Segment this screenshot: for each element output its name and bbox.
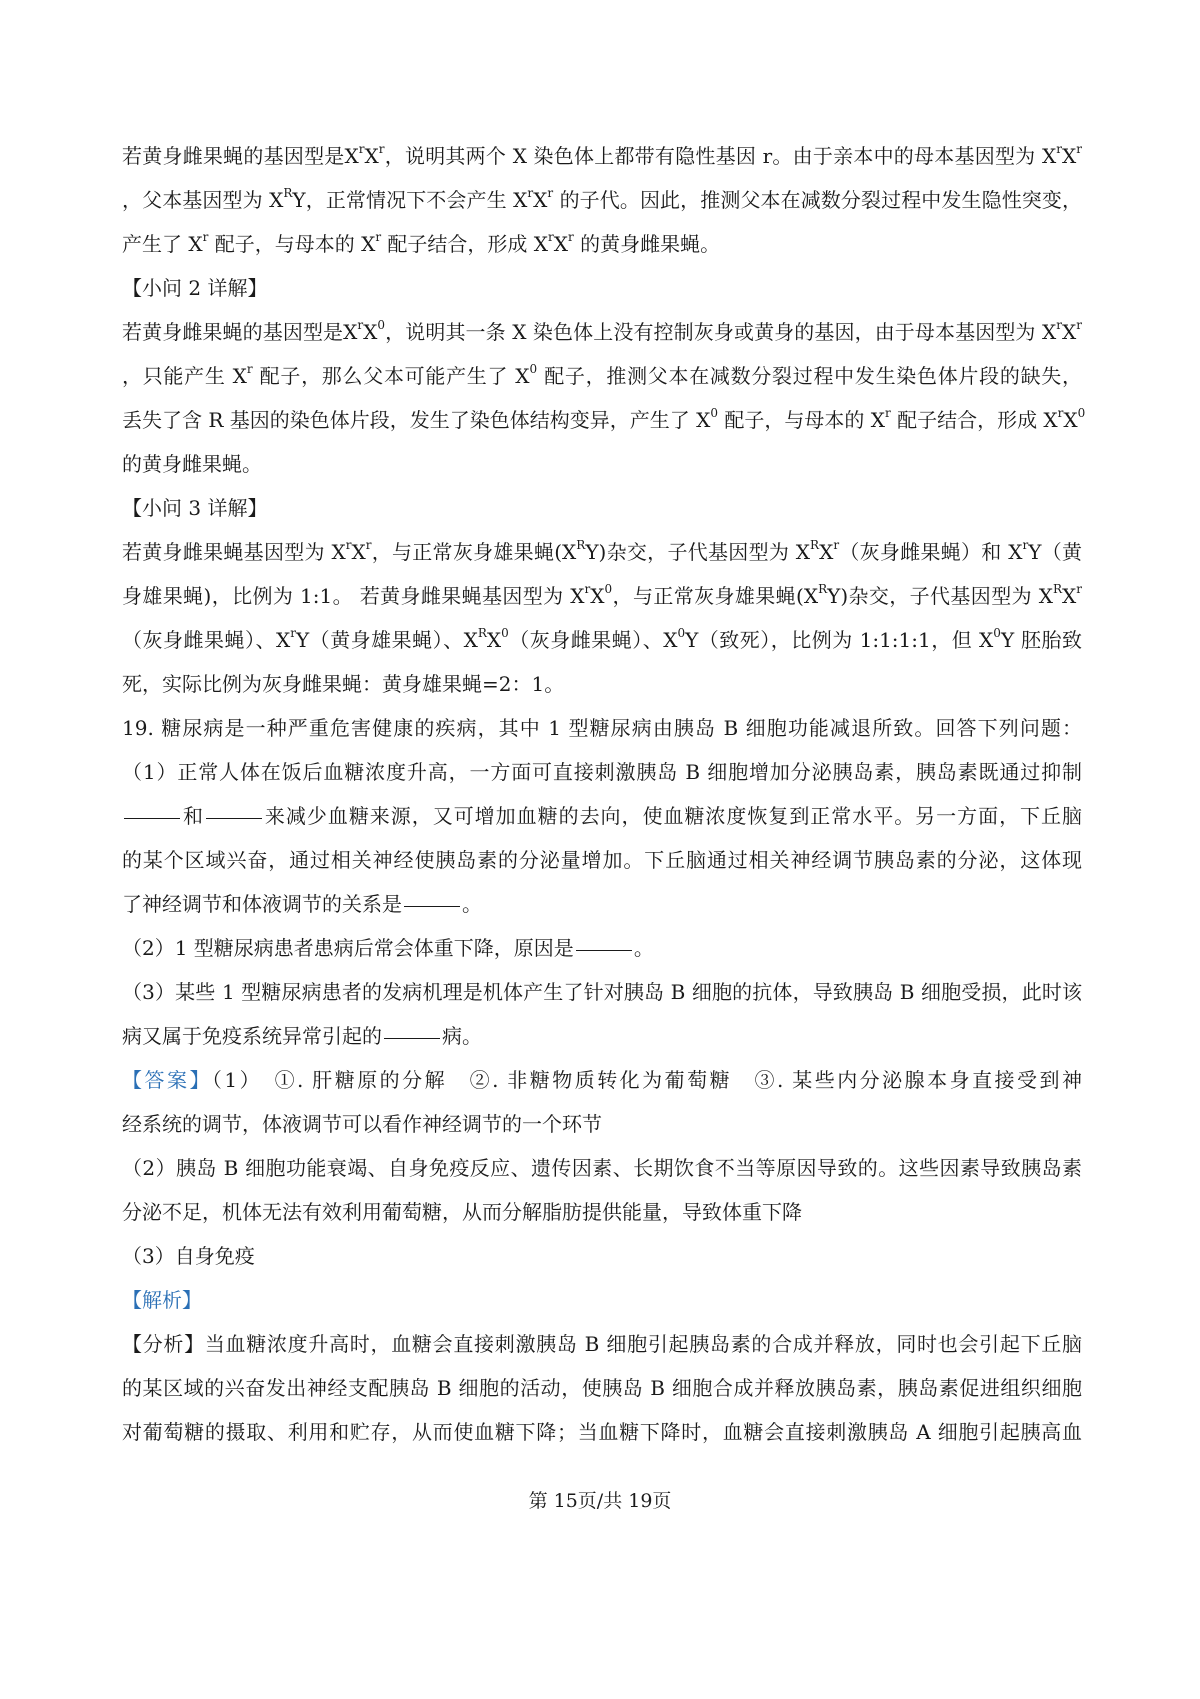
text-line: 若黄身雌果蝇基因型为 $X^rX^r$，与正常灰身雄果蝇$(X^RY)$杂交，子代基因型为 $X^RX^r$（灰身雌果蝇）和 $X^rY$（黄 [122, 538, 1082, 564]
answer-blank [206, 817, 262, 819]
analysis-line: 【分析】当血糖浓度升高时，血糖会直接刺激胰岛 B 细胞引起胰岛素的合成并释放，同时也会引起下丘脑 [122, 1332, 1082, 1356]
text-line: 若黄身雌果蝇的基因型是$X^rX^r$，说明其两个 X 染色体上都带有隐性基因 r。由于亲本中的母本基因型为 $X^rX^r$ [122, 142, 1082, 168]
question-part-2: （2）1 型糖尿病患者患病后常会体重下降，原因是 。 [122, 936, 654, 960]
text-line: （灰身雌果蝇）、$X^rY$（黄身雄果蝇）、$X^RX^0$（灰身雌果蝇）、$X^0Y$（致死），比例为 1:1:1:1，但 $X^0Y$ 胚胎致 [122, 626, 1082, 652]
analysis-tag: 【解析】 [122, 1288, 202, 1312]
question-part-3: （3）某些 1 型糖尿病患者的发病机理是机体产生了针对胰岛 B 细胞的抗体，导致胰岛 B 细胞受损，此时该 [122, 980, 1082, 1004]
analysis-line: 的某区域的兴奋发出神经支配胰岛 B 细胞的活动，使胰岛 B 细胞合成并释放胰岛素，胰岛素促进组织细胞 [122, 1376, 1082, 1400]
text-line: 死，实际比例为灰身雌果蝇：黄身雄果蝇=2：1。 [122, 672, 565, 696]
question-part-1: 的某个区域兴奋，通过相关神经使胰岛素的分泌量增加。下丘脑通过相关神经调节胰岛素的分泌，这体现 [122, 848, 1082, 872]
text-line: 若黄身雌果蝇的基因型是$X^rX^0$，说明其一条 X 染色体上没有控制灰身或黄身的基因，由于母本基因型为 $X^rX^r$ [122, 318, 1082, 344]
question-part-1: （1）正常人体在饭后血糖浓度升高，一方面可直接刺激胰岛 B 细胞增加分泌胰岛素，胰岛素既通过抑制 [122, 760, 1082, 784]
answer-line: 经系统的调节，体液调节可以看作神经调节的一个环节 [122, 1112, 602, 1136]
text-line: 丢失了含 R 基因的染色体片段，发生了染色体结构变异，产生了 $X^0$ 配子，与母本的 $X^r$ 配子结合，形成 $X^rX^0$ [122, 406, 1086, 432]
answer-blank [576, 949, 632, 951]
answer-tag: 【答案】 [122, 1068, 212, 1092]
analysis-line: 对葡萄糖的摄取、利用和贮存，从而使血糖下降；当血糖下降时，血糖会直接刺激胰岛 A 细胞引起胰高血 [122, 1420, 1082, 1444]
answer-line: （2）胰岛 B 细胞功能衰竭、自身免疫反应、遗传因素、长期饮食不当等原因导致的。这些因素导致胰岛素 [122, 1156, 1082, 1180]
text-line: 身雄果蝇)，比例为 1:1。 若黄身雌果蝇基因型为 $X^rX^0$，与正常灰身雄果蝇$(X^RY)$杂交，子代基因型为 $X^RX^r$ [122, 582, 1082, 608]
text-line: ，只能产生 $X^r$ 配子，那么父本可能产生了 $X^0$ 配子，推测父本在减数分裂过程中发生染色体片段的缺失， [122, 362, 1082, 388]
answer-line: （3）自身免疫 [122, 1244, 255, 1268]
answer-line: 分泌不足，机体无法有效利用葡萄糖，从而分解脂肪提供能量，导致体重下降 [122, 1200, 802, 1224]
question-part-1: 了神经调节和体液调节的关系是 。 [122, 892, 482, 916]
answer-blank [404, 905, 460, 907]
page-content [122, 134, 1086, 1454]
page-footer: 第 15页/共 19页 [528, 1490, 672, 1512]
question-stem: 19. 糖尿病是一种严重危害健康的疾病，其中 1 型糖尿病由胰岛 B 细胞功能减退所致。回答下列问题： [122, 716, 1082, 740]
text-line: 的黄身雌果蝇。 [122, 452, 262, 476]
section-heading: 【小问 3 详解】 [122, 496, 268, 520]
text-line: 产生了 $X^r$ 配子，与母本的 $X^r$ 配子结合，形成 $X^rX^r$ 的黄身雌果蝇。 [122, 230, 721, 256]
answer-blank [384, 1037, 440, 1039]
question-part-1: 和 来减少血糖来源，又可增加血糖的去向，使血糖浓度恢复到正常水平。另一方面，下丘脑 [122, 794, 1082, 838]
question-part-3: 病又属于免疫系统异常引起的 病。 [122, 1024, 482, 1048]
answer-blank [124, 817, 180, 819]
answer-line: 【答案】（1） ①. 肝糖原的分解 ②. 非糖物质转化为葡萄糖 ③. 某些内分泌腺本身直接受到神 [122, 1068, 1082, 1092]
text-line: ，父本基因型为 $X^RY$，正常情况下不会产生 $X^rX^r$ 的子代。因此，推测父本在减数分裂过程中发生隐性突变， [122, 186, 1082, 212]
section-heading: 【小问 2 详解】 [122, 276, 268, 300]
